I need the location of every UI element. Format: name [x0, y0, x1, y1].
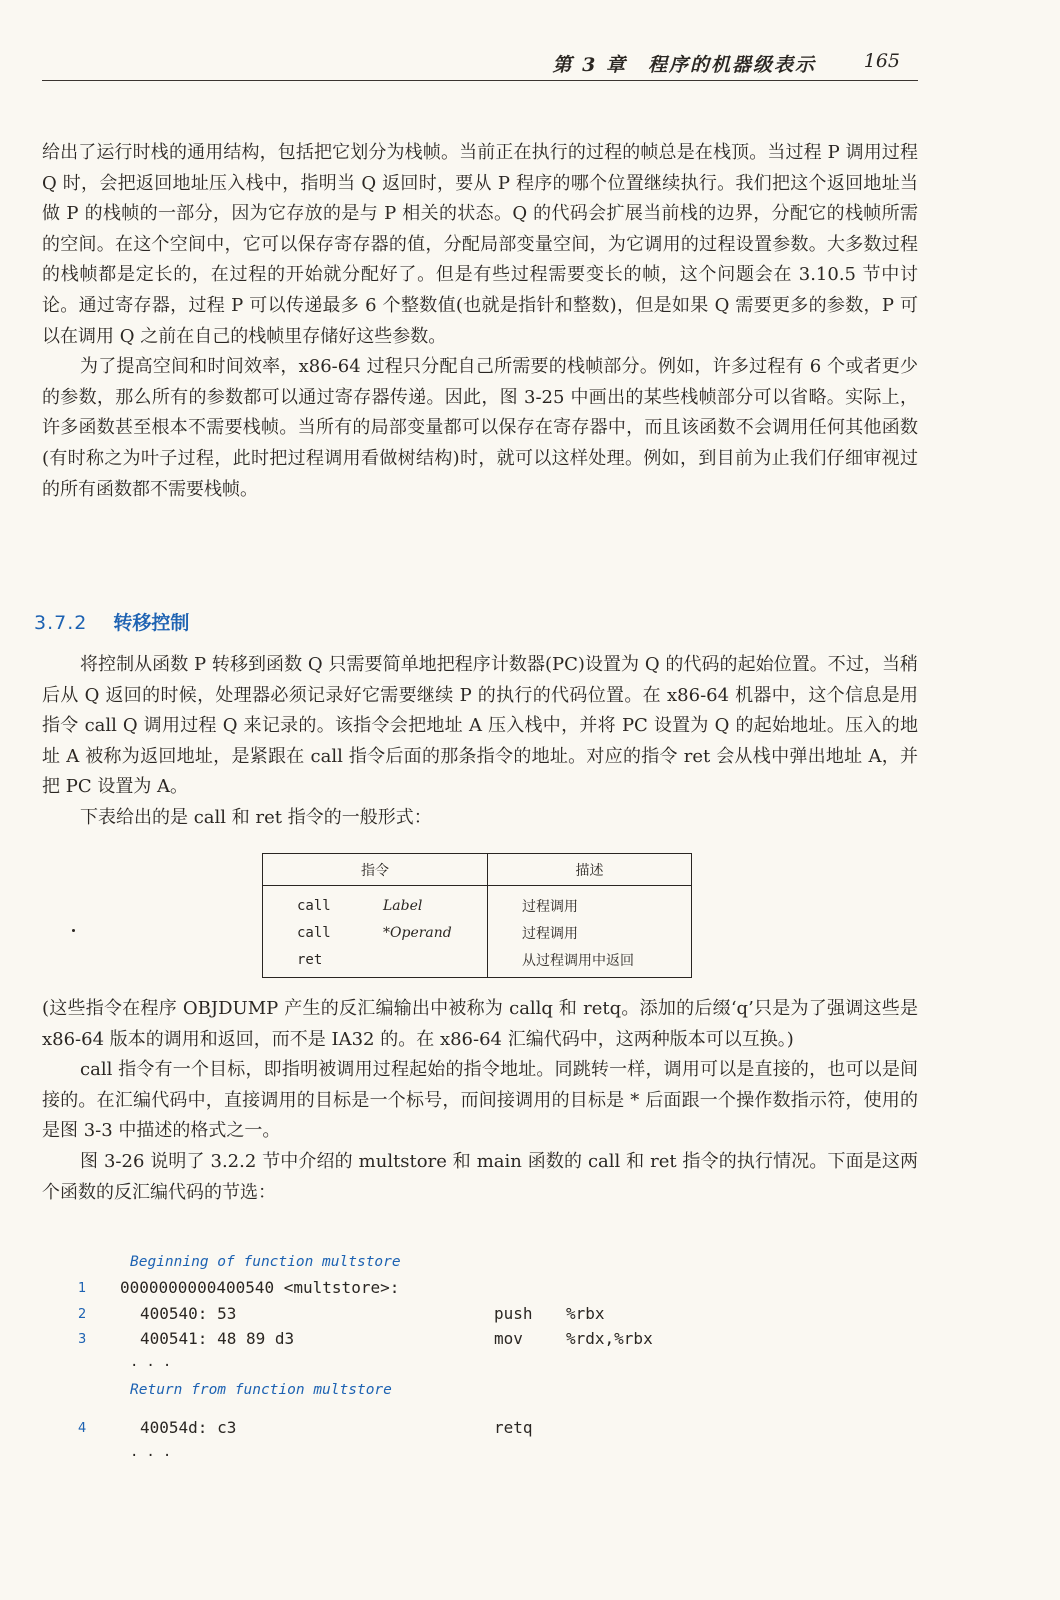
table-row [263, 919, 487, 946]
print-speck [72, 929, 75, 932]
page-number: 165 [863, 50, 900, 72]
table-row [263, 946, 487, 973]
instr-operand: *Operand [383, 924, 452, 941]
code-opcode: retq [494, 1418, 533, 1437]
section-number: 3.7.2 [34, 612, 88, 634]
instr-mnemonic: call [297, 897, 331, 914]
instr-description: 过程调用 [522, 925, 578, 942]
paragraph-figure-ref: 图 3-26 说明了 3.2.2 节中介绍的 multstore 和 main 函数的 call 和 ret 指令的执行情况。下面是这两个函数的反汇编代码的节选： [42, 1150, 918, 1203]
code-text: 400541: 48 89 d3 [140, 1329, 295, 1348]
instruction-table [262, 853, 692, 978]
instruction-column [263, 886, 488, 978]
line-number: 3 [78, 1332, 87, 1347]
paragraph-call-target: call 指令有一个目标，即指明被调用过程起始的指令地址。同跳转一样，调用可以是直接的，也可以是间接的。在汇编代码中，直接调用的目标是一个标号，而间接调用的目标是 * 后面跟一个操作数指示符，使用的是图 3-3 中描述的格式之一。 [42, 1059, 918, 1142]
body-text-control [42, 650, 918, 834]
section-heading [34, 608, 189, 635]
instr-description: 过程调用 [522, 898, 578, 915]
paragraph-stack-frame: 给出了运行时栈的通用结构，包括把它划分为栈帧。当前正在执行的过程的帧总是在栈顶。当过程 P 调用过程 Q 时，会把返回地址压入栈中，指明当 Q 返回时，要从 P 程序的哪个位置继续执行。我们把这个返回地址当做 P 的栈帧的一部分，因为它存放的是与 P 相关的状态。Q 的代码会扩展当前栈的边界，分配它的栈帧所需的空间。在这个空间中，它可以保存寄存器的值，分配局部变量空间，为它调用的过程设置参数。大多数过程的栈帧都是定长的，在过程的开始就分配好了。但是有些过程需要变长的帧，这个问题会在 3.10.5 节中讨论。通过寄存器，过程 P 可以传递最多 6 个整数值(也就是指针和整数)，但是如果 Q 需要更多的参数，P 可以在调用 Q 之前在自己的栈帧里存储好这些参数。 [42, 142, 918, 347]
paragraph-objdump-note: (这些指令在程序 OBJDUMP 产生的反汇编输出中被称为 callq 和 retq。添加的后缀‘q’只是为了强调这些是 x86-64 版本的调用和返回，而不是 IA32 的。在 x86-64 汇编代码中，这两种版本可以互换。) [42, 998, 918, 1050]
code-ellipsis: ... [130, 1354, 180, 1370]
line-number: 4 [78, 1421, 87, 1436]
code-text: 400540: 53 [140, 1304, 237, 1323]
table-header-instruction: 指令 [263, 854, 488, 886]
line-number: 2 [78, 1307, 87, 1322]
code-args: %rdx,%rbx [566, 1329, 653, 1348]
page-header [42, 48, 918, 81]
instr-description: 从过程调用中返回 [522, 952, 634, 969]
instr-mnemonic: ret [297, 951, 323, 968]
paragraph-efficiency: 为了提高空间和时间效率，x86-64 过程只分配自己所需要的栈帧部分。例如，许多过程有 6 个或者更少的参数，那么所有的参数都可以通过寄存器传递。因此，图 3-25 中画出的某些栈帧部分可以省略。实际上，许多函数甚至根本不需要栈帧。当所有的局部变量都可以保存在寄存器中，而且该函数不会调用任何其他函数(有时称之为叶子过程，此时把过程调用看做树结构)时，就可以这样处理。例如，到目前为止我们仔细审视过的所有函数都不需要栈帧。 [42, 356, 918, 500]
chapter-title: 第 3 章 程序的机器级表示 [552, 54, 816, 76]
code-ellipsis: ... [130, 1444, 180, 1460]
code-opcode: mov [494, 1329, 523, 1348]
code-opcode: push [494, 1304, 533, 1323]
body-text-top [42, 138, 918, 505]
table-header-description: 描述 [488, 854, 692, 886]
code-args: %rbx [566, 1304, 605, 1323]
paragraph-transfer-control: 将控制从函数 P 转移到函数 Q 只需要简单地把程序计数器(PC)设置为 Q 的代码的起始位置。不过，当稍后从 Q 返回的时候，处理器必须记录好它需要继续 P 的执行的代码位置。在 x86-64 机器中，这个信息是用指令 call Q 调用过程 Q 来记录的。该指令会把地址 A 压入栈中，并将 PC 设置为 Q 的起始地址。压入的地址 A 被称为返回地址，是紧跟在 call 指令后面的那条指令的地址。对应的指令 ret 会从栈中弹出地址 A，并把 PC 设置为 A。 [42, 654, 918, 798]
code-comment-begin: Beginning of function multstore [130, 1254, 401, 1270]
description-column [488, 886, 692, 978]
code-text: 40054d: c3 [140, 1418, 237, 1437]
paragraph-table-intro: 下表给出的是 call 和 ret 指令的一般形式： [80, 806, 432, 828]
line-number: 1 [78, 1281, 87, 1296]
instr-mnemonic: call [297, 924, 331, 941]
code-text: 0000000000400540 <multstore>: [120, 1278, 400, 1297]
code-comment-return: Return from function multstore [130, 1382, 392, 1398]
section-title: 转移控制 [113, 612, 190, 634]
instr-operand: Label [383, 897, 423, 914]
body-text-bottom [42, 994, 918, 1208]
table-row [263, 892, 487, 919]
